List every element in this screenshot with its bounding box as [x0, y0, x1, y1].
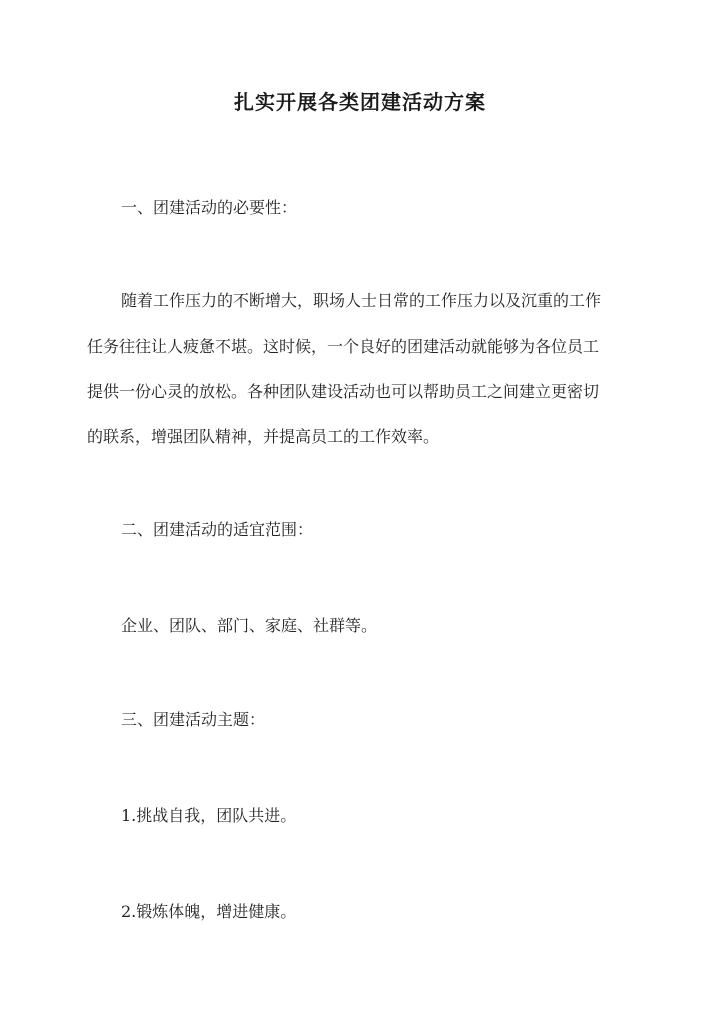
- paragraph-line: 提供一份心灵的放松。各种团队建设活动也可以帮助员工之间建立更密切: [87, 382, 600, 401]
- paragraph-line: 随着工作压力的不断增大，职场人士日常的工作压力以及沉重的工作: [121, 291, 602, 310]
- section-heading-themes: 三、团建活动主题：: [121, 710, 266, 729]
- theme-item: 2.锻炼体魄，增进健康。: [121, 902, 297, 921]
- document-title: 扎实开展各类团建活动方案: [234, 90, 486, 114]
- scope-text: 企业、团队、部门、家庭、社群等。: [121, 616, 378, 635]
- section-heading-necessity: 一、团建活动的必要性：: [121, 198, 298, 217]
- paragraph-line: 的联系，增强团队精神，并提高员工的工作效率。: [87, 427, 440, 446]
- section-heading-scope: 二、团建活动的适宜范围：: [121, 520, 314, 539]
- theme-item: 1.挑战自我，团队共进。: [121, 806, 297, 825]
- paragraph-line: 任务往往让人疲惫不堪。这时候，一个良好的团建活动就能够为各位员工: [87, 337, 600, 356]
